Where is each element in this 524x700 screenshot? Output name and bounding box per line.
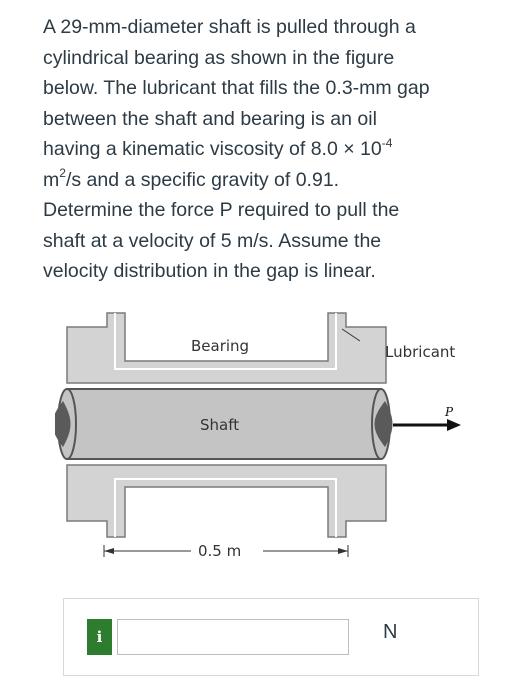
dimension-label: 0.5 m: [198, 542, 242, 560]
lubricant-label: Lubricant: [385, 343, 456, 361]
force-label: P: [445, 405, 454, 419]
question-text-fragment: /s and a specific gravity of 0.91.: [65, 168, 340, 191]
question-line: cylindrical bearing as shown in the figure: [43, 46, 395, 69]
bearing-label: Bearing: [191, 337, 250, 355]
unit-label: N: [383, 621, 398, 643]
info-icon[interactable]: i: [87, 619, 112, 655]
question-line: between the shaft and bearing is an oil: [43, 107, 377, 130]
question-line: shaft at a velocity of 5 m/s. Assume the: [43, 229, 382, 252]
bottom-bearing-housing: [67, 465, 386, 537]
question-line: A 29-mm-diameter shaft is pulled through a: [43, 16, 416, 38]
bearing-figure: [55, 305, 475, 575]
exponent: -4: [381, 135, 393, 150]
force-arrow: [393, 419, 461, 431]
answer-box: [63, 598, 479, 676]
answer-input[interactable]: [117, 619, 349, 655]
question-line: below. The lubricant that fills the 0.3-mm gap: [43, 77, 430, 99]
exponent: 2: [59, 166, 66, 180]
question-text-fragment: m: [43, 168, 60, 191]
question-line: [43, 134, 503, 165]
shaft-label: Shaft: [200, 416, 240, 434]
question-line: Determine the force P required to pull the: [43, 199, 400, 221]
question-line: [43, 165, 503, 196]
question-text: [43, 12, 503, 287]
question-text-fragment: having a kinematic viscosity of 8.0 × 10: [43, 138, 382, 160]
question-line: velocity distribution in the gap is linear.: [43, 260, 376, 282]
